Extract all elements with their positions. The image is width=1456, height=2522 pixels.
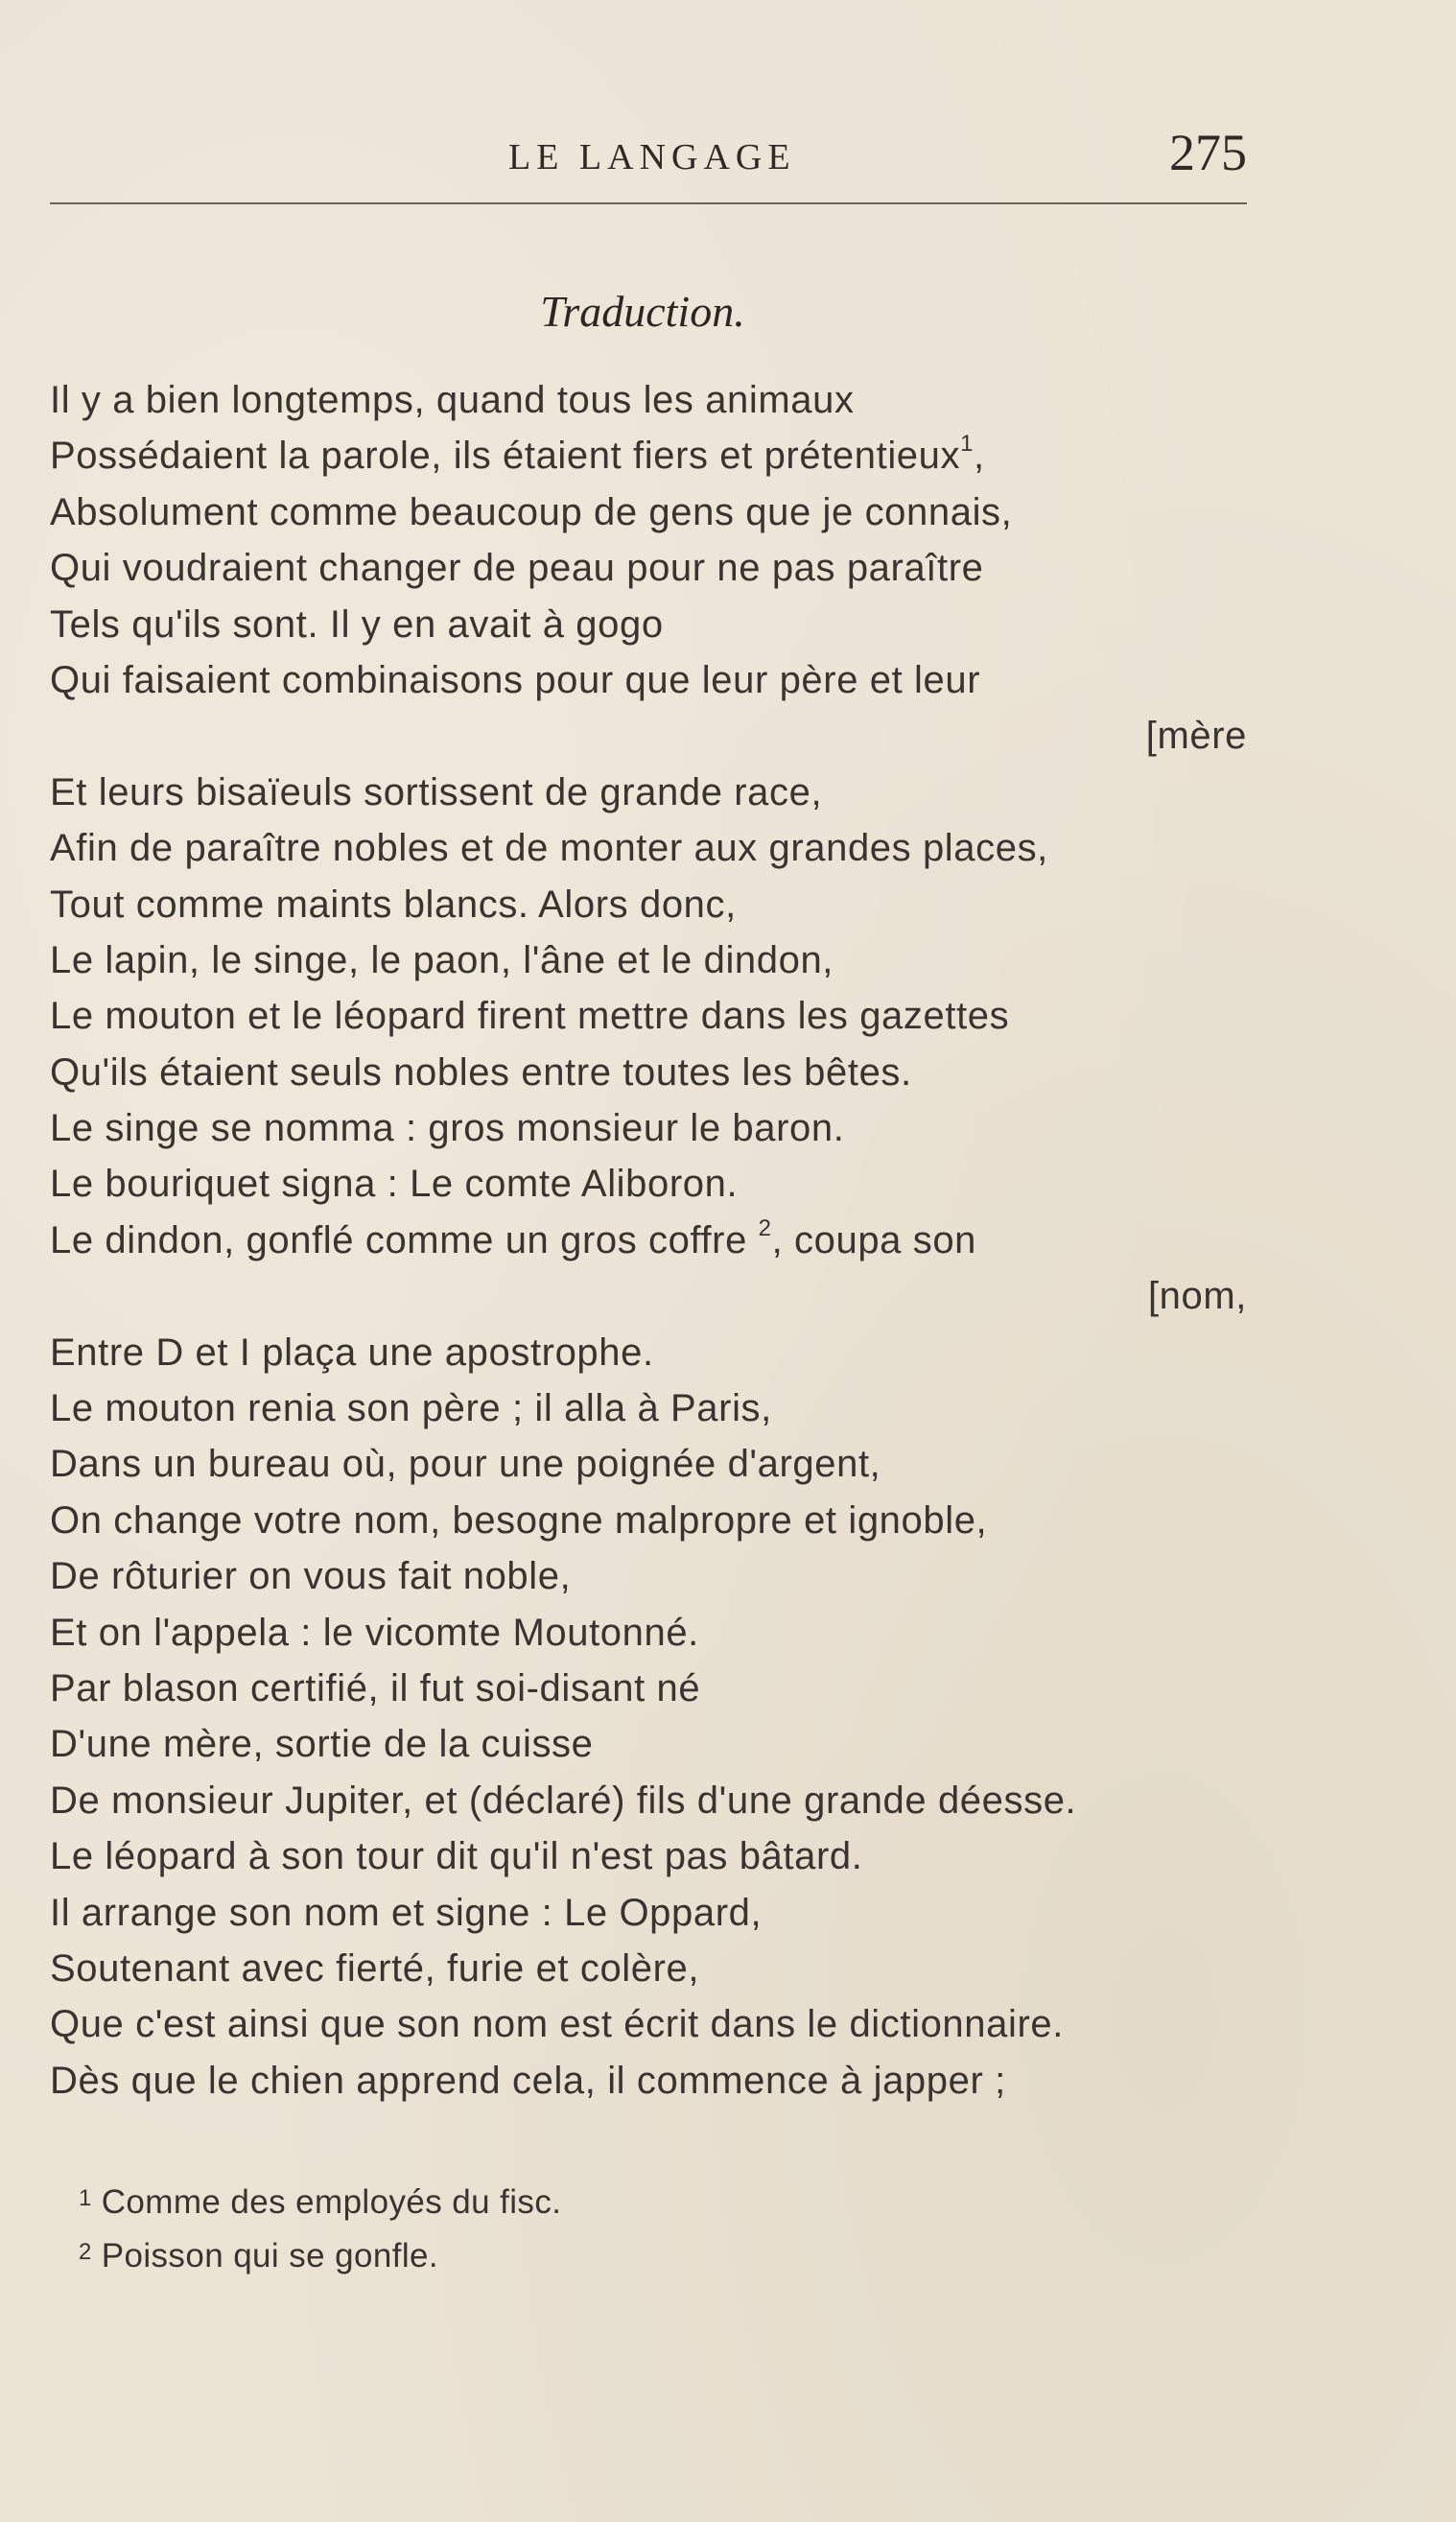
header-rule xyxy=(50,202,1247,204)
poem-line xyxy=(50,1828,1247,1884)
poem-line-text: Le léopard à son tour dit qu'il n'est pas bâtard. xyxy=(50,1835,863,1878)
poem-line xyxy=(50,932,1247,988)
poem-line-text: Qu'ils étaient seuls nobles entre toutes les bêtes. xyxy=(50,1050,912,1094)
poem-line-text: On change votre nom, besogne malpropre et ignoble, xyxy=(50,1498,988,1542)
poem-line-text-continued: , xyxy=(974,435,985,478)
poem-line-text: Tels qu'ils sont. Il y en avait à gogo xyxy=(50,602,664,646)
poem-line xyxy=(50,1380,1247,1436)
footnotes xyxy=(79,2176,1230,2283)
poem-line xyxy=(50,1661,1247,1716)
poem-line-text: Qui voudraient changer de peau pour ne pas paraître xyxy=(50,547,984,590)
poem-line xyxy=(50,1100,1247,1156)
poem-line-text: Dès que le chien apprend cela, il commence à japper ; xyxy=(50,2059,1006,2102)
poem-line-text: Entre D et I plaça une apostrophe. xyxy=(50,1331,654,1374)
poem-line xyxy=(50,1493,1247,1548)
poem-line xyxy=(50,1156,1247,1212)
poem-line-text: Il y a bien longtemps, quand tous les animaux xyxy=(50,379,855,421)
poem-line xyxy=(50,1996,1247,2052)
poem-line-text: Et on l'appela : le vicomte Moutonné. xyxy=(50,1611,699,1654)
poem-line xyxy=(50,2053,1247,2109)
poem-line-text: Qui faisaient combinaisons pour que leur père et leur xyxy=(50,658,981,701)
poem-line-text: Le mouton renia son père ; il alla à Paris, xyxy=(50,1387,772,1430)
poem-line xyxy=(50,484,1247,540)
poem-line-text: Il arrange son nom et signe : Le Oppard, xyxy=(50,1891,763,1934)
footnote-text: Comme des employés du fisc. xyxy=(101,2183,562,2221)
footnote-mark: 2 xyxy=(79,2239,92,2265)
poem-line-text: Possédaient la parole, ils étaient fiers et prétentieux xyxy=(50,435,961,478)
poem-line xyxy=(50,1213,1247,1268)
running-head xyxy=(50,123,1247,190)
poem-line-text: De monsieur Jupiter, et (déclaré) fils d'une grande déesse. xyxy=(50,1779,1077,1822)
poem-line-text: Le lapin, le singe, le paon, l'âne et le dindon, xyxy=(50,938,834,981)
section-title: Traduction. xyxy=(540,287,745,336)
poem-line xyxy=(50,1548,1247,1604)
poem-line-text: Le singe se nomma : gros monsieur le baron. xyxy=(50,1107,845,1150)
poem-line xyxy=(50,372,1247,428)
poem-line xyxy=(50,428,1247,483)
footnote-reference: 1 xyxy=(960,431,975,458)
poem-line-text: Que c'est ainsi que son nom est écrit dans le dictionnaire. xyxy=(50,2003,1064,2046)
running-title: LE LANGAGE xyxy=(508,137,796,177)
poem-line-text: Par blason certifié, il fut soi-disant né xyxy=(50,1666,701,1709)
poem-body xyxy=(50,372,1247,2109)
footnote-mark: 1 xyxy=(79,2185,92,2211)
poem-line-text: D'une mère, sortie de la cuisse xyxy=(50,1723,594,1766)
poem-line-text: Tout comme maints blancs. Alors donc, xyxy=(50,883,737,926)
poem-line-text: [nom, xyxy=(1147,1275,1247,1318)
poem-line xyxy=(50,1605,1247,1661)
poem-line-text: Dans un bureau où, pour une poignée d'argent, xyxy=(50,1443,881,1486)
poem-line xyxy=(50,1773,1247,1828)
poem-line xyxy=(50,597,1247,652)
poem-line xyxy=(50,1941,1247,1996)
footnote-reference: 2 xyxy=(758,1214,772,1241)
poem-line xyxy=(50,652,1247,708)
poem-line-text: Absolument comme beaucoup de gens que je connais, xyxy=(50,490,1013,533)
poem-line xyxy=(50,1045,1247,1100)
footnote-text: Poisson qui se gonfle. xyxy=(101,2237,438,2275)
poem-line xyxy=(50,1436,1247,1492)
poem-line xyxy=(50,765,1247,820)
poem-line-text: Le bouriquet signa : Le comte Aliboron. xyxy=(50,1163,739,1206)
poem-line xyxy=(50,1885,1247,1941)
poem-line-text: [mère xyxy=(1145,715,1247,758)
poem-line-text-continued: , coupa son xyxy=(771,1218,977,1261)
poem-line xyxy=(50,540,1247,596)
poem-line xyxy=(50,1325,1247,1380)
poem-line-text: Le mouton et le léopard firent mettre dans les gazettes xyxy=(50,995,1010,1038)
poem-line-turnover xyxy=(50,1268,1247,1324)
poem-line-text: Le dindon, gonflé comme un gros coffre xyxy=(50,1218,759,1261)
poem-line xyxy=(50,877,1247,932)
poem-line-turnover xyxy=(50,708,1247,764)
poem-line-text: Soutenant avec fierté, furie et colère, xyxy=(50,1946,700,1990)
poem-line xyxy=(50,820,1247,876)
footnote xyxy=(79,2229,1230,2283)
poem-line-text: Et leurs bisaïeuls sortissent de grande race, xyxy=(50,770,823,813)
footnote xyxy=(79,2176,1230,2229)
page-number: 275 xyxy=(1169,124,1247,181)
poem-line xyxy=(50,988,1247,1044)
poem-line-text: De rôturier on vous fait noble, xyxy=(50,1555,572,1598)
poem-line-text: Afin de paraître nobles et de monter aux grandes places, xyxy=(50,827,1048,870)
poem-line xyxy=(50,1716,1247,1772)
